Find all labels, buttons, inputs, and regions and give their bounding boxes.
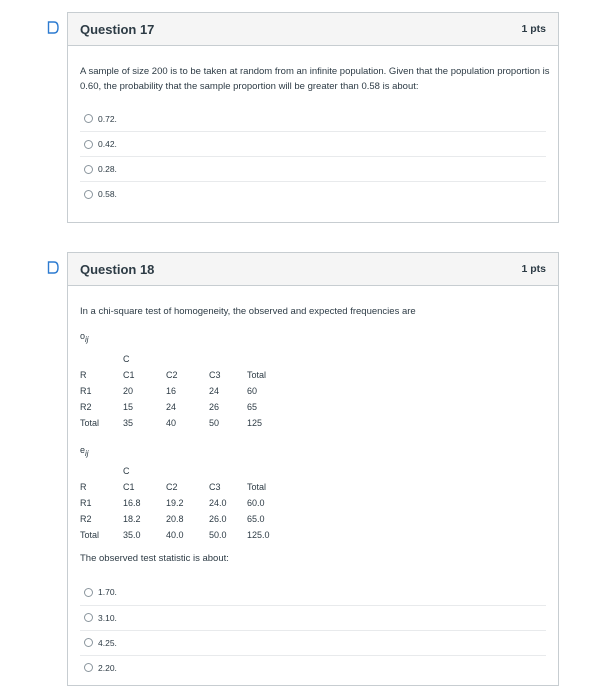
radio-button[interactable] [84, 114, 93, 123]
table-cell: 19.2 [166, 497, 184, 508]
table-header-cell: C2 [166, 481, 178, 492]
table-cell: 50 [209, 417, 220, 428]
answer-option-4[interactable] [80, 181, 546, 206]
table-header-cell: Total [247, 481, 267, 492]
table-cell: 40.0 [166, 529, 184, 540]
radio-button[interactable] [84, 140, 93, 149]
table-row [80, 399, 287, 415]
table-cell: 125.0 [247, 529, 270, 540]
answer-option-2[interactable] [80, 605, 546, 630]
answer-option-3[interactable] [80, 630, 546, 655]
table-cell: R1 [80, 385, 92, 396]
expected-label: $e_{ij}$ [80, 444, 89, 458]
answer-option-4[interactable] [80, 655, 546, 680]
question-text: A sample of size 200 is to be taken at random from an infinite population. Given that the population proportion is 0.60, the probability that the sample proportion will be greater than 0.58 is about: [80, 66, 550, 92]
table-cell: R2 [80, 513, 92, 524]
table-header-cell: C1 [123, 481, 135, 492]
question-17-header [68, 13, 558, 46]
answer-label: 0.72. [98, 113, 117, 124]
table-row [80, 415, 287, 431]
column-group-label: C [123, 353, 130, 364]
question-18-header [68, 253, 558, 286]
radio-button[interactable] [84, 588, 93, 597]
question-title: Question 17 [80, 21, 155, 37]
table-header-cell: Total [247, 369, 267, 380]
answer-option-1[interactable] [80, 106, 546, 131]
table-cell: R2 [80, 401, 92, 412]
table-cell: 24.0 [209, 497, 227, 508]
table-cell: 16 [166, 385, 177, 396]
answer-label: 2.20. [98, 662, 117, 673]
table-cell: 60.0 [247, 497, 265, 508]
table-cell: 16.8 [123, 497, 141, 508]
question-intro: In a chi-square test of homogeneity, the observed and expected frequencies are [80, 306, 416, 317]
table-cell: 40 [166, 417, 177, 428]
flag-question-17-icon[interactable] [47, 21, 59, 34]
answer-list [80, 106, 546, 206]
answer-option-2[interactable] [80, 131, 546, 156]
question-title: Question 18 [80, 261, 155, 277]
answer-option-3[interactable] [80, 156, 546, 181]
table-cell: 20 [123, 385, 134, 396]
table-cell: 24 [166, 401, 177, 412]
table-header-row [80, 367, 287, 383]
table-header-row [80, 479, 287, 495]
table-row [80, 527, 287, 543]
answer-label: 1.70. [98, 587, 117, 598]
table-cell: Total [80, 529, 100, 540]
answer-label: 0.58. [98, 189, 117, 199]
question-points: 1 pts [521, 23, 546, 35]
table-cell: 65 [247, 401, 258, 412]
table-cell: 15 [123, 401, 134, 412]
question-17-card [67, 12, 559, 223]
table-row [80, 511, 287, 527]
flag-question-18-icon[interactable] [47, 261, 59, 274]
table-header-cell: R [80, 369, 87, 380]
table-cell: 26 [209, 401, 220, 412]
column-group-label: C [123, 465, 130, 476]
radio-button[interactable] [84, 663, 93, 672]
table-group-row [80, 463, 287, 479]
table-header-cell: R [80, 481, 87, 492]
table-group-row [80, 351, 287, 367]
question-points: 1 pts [521, 263, 546, 275]
table-cell: 60 [247, 385, 258, 396]
table-header-cell: C1 [123, 369, 135, 380]
table-cell: 24 [209, 385, 220, 396]
table-cell: 35 [123, 417, 134, 428]
radio-button[interactable] [84, 613, 93, 622]
observed-label: $o_{ij}$ [80, 331, 89, 344]
table-header-cell: C2 [166, 369, 178, 380]
table-cell: Total [80, 417, 100, 428]
table-row [80, 495, 287, 511]
table-header-cell: C3 [209, 369, 221, 380]
table-cell: 50.0 [209, 529, 227, 540]
answer-option-1[interactable] [80, 580, 546, 605]
table-cell: 35.0 [123, 529, 141, 540]
radio-button[interactable] [84, 165, 93, 174]
table-cell: 26.0 [209, 513, 227, 524]
table-cell: 65.0 [247, 513, 265, 524]
expected-frequency-table [80, 463, 287, 543]
table-cell: 125 [247, 417, 263, 428]
answer-label: 3.10. [98, 612, 117, 623]
table-header-cell: C3 [209, 481, 221, 492]
table-cell: 20.8 [166, 513, 184, 524]
answer-label: 4.25. [98, 637, 117, 648]
question-18-card [67, 252, 559, 686]
radio-button[interactable] [84, 190, 93, 199]
table-row [80, 383, 287, 399]
answer-list [80, 580, 546, 680]
question-prompt: The observed test statistic is about: [80, 552, 229, 564]
observed-frequency-table [80, 351, 287, 431]
answer-label: 0.28. [98, 164, 117, 174]
table-cell: 18.2 [123, 513, 141, 524]
radio-button[interactable] [84, 638, 93, 647]
answer-label: 0.42. [98, 139, 117, 149]
table-cell: R1 [80, 497, 92, 508]
